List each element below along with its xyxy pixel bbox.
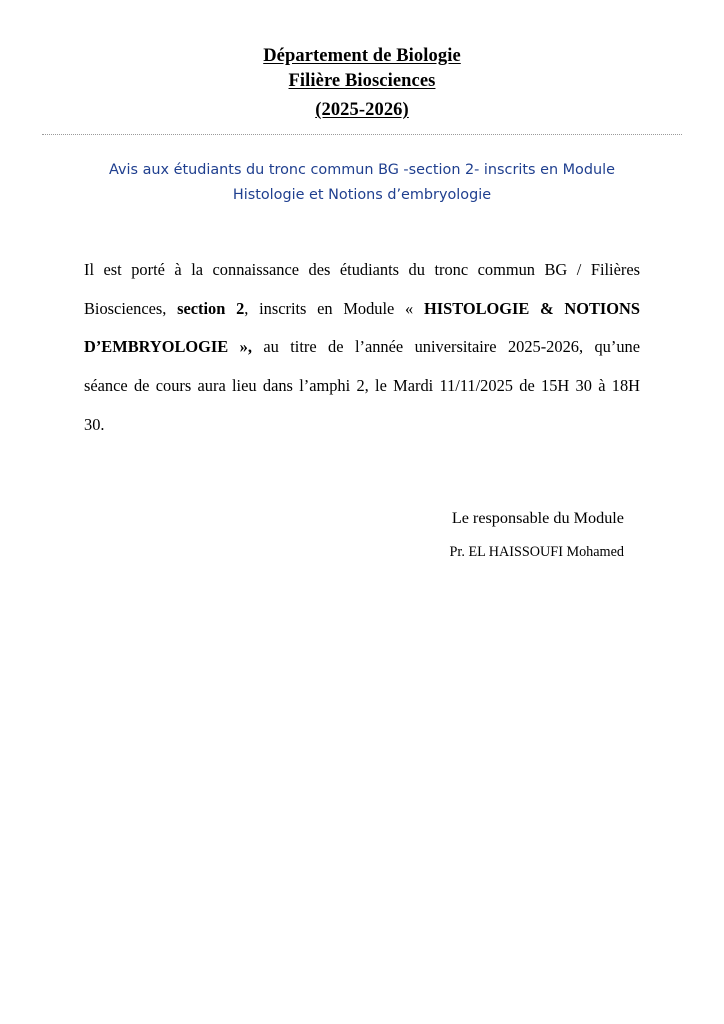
header-line-year: [42, 98, 682, 123]
notice-subtitle-line-2: Histologie et Notions d’embryologie: [232, 186, 492, 203]
notice-subtitle: [72, 158, 652, 208]
signature-name: Pr. EL HAISSOUFI Mohamed: [449, 543, 624, 560]
body-part-3: au titre de l’année universitaire 2025-2026, qu’une séance de cours aura lieu dans l’amphi 2, le Mardi 11/11/2025 de 15H 30 à 18H 30.: [84, 337, 640, 434]
header-filiere-text: Filière Biosciences: [288, 70, 436, 91]
signature-block: [42, 506, 682, 564]
body-part-2: , inscrits en Module «: [244, 298, 424, 318]
body-part-1: Il est porté à la connaissance des étudiants du tronc commun BG / Filières Biosciences,: [84, 260, 640, 318]
body-bold-section: section 2: [177, 298, 245, 318]
header-department-text: Département de Biologie: [263, 46, 461, 66]
notice-body: [84, 251, 640, 444]
signature-role: Le responsable du Module: [451, 509, 624, 528]
document-header: [42, 44, 682, 123]
header-divider: [42, 134, 682, 135]
header-line-filiere: [42, 69, 682, 94]
notice-subtitle-line-1: Avis aux étudiants du tronc commun BG -section 2- inscrits en Module: [109, 161, 615, 178]
header-year-text: (2025-2026): [315, 100, 409, 121]
header-line-department: [42, 44, 682, 69]
body-bold-module: HISTOLOGIE & NOTIONS D’EMBRYOLOGIE »,: [84, 298, 641, 357]
